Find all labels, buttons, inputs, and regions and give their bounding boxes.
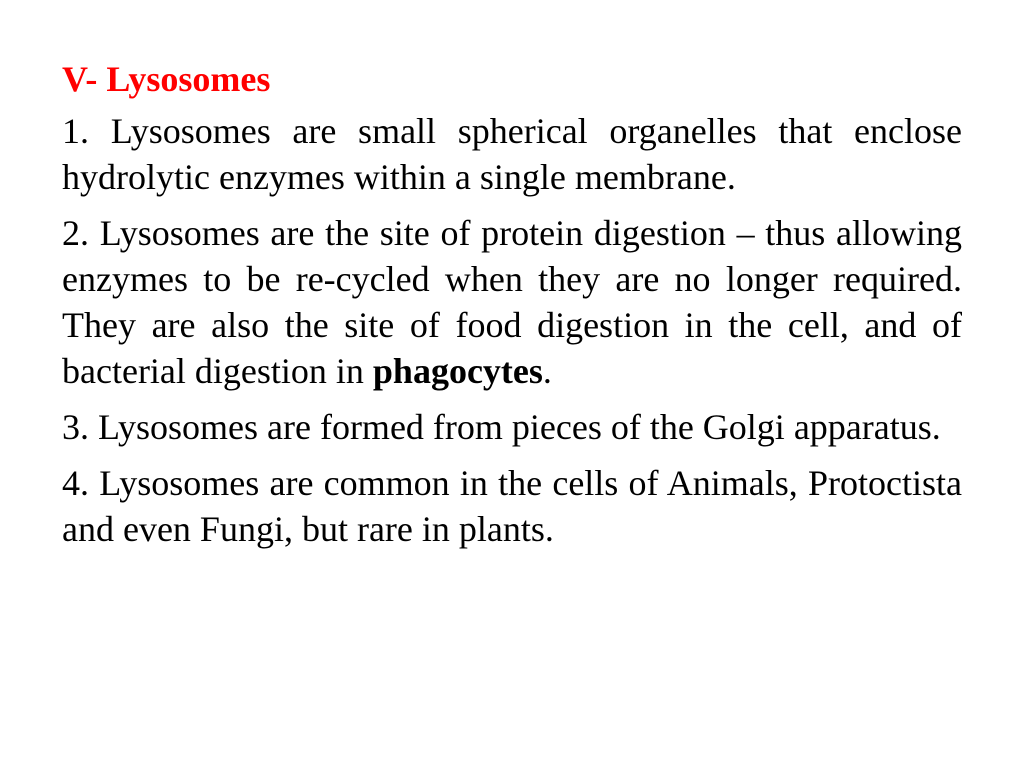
paragraph-2-text: 2. Lysosomes are the site of protein digestion – thus allowing enzymes to be re-cycled when they are no longer required. They are also the site of food digestion in the cell, and of bacterial digestion in	[62, 213, 962, 391]
paragraph-2-end: .	[542, 351, 552, 391]
paragraph-3: 3. Lysosomes are formed from pieces of the Golgi apparatus.	[62, 407, 941, 447]
paragraph-2-bold-term: phagocytes	[372, 351, 543, 391]
slide-content	[62, 56, 962, 562]
paragraph-4: 4. Lysosomes are common in the cells of Animals, Protoctista and even Fungi, but rare in plants.	[62, 463, 962, 549]
slide-heading: V- Lysosomes	[62, 59, 271, 99]
paragraph-2	[62, 210, 962, 394]
paragraph-1: 1. Lysosomes are small spherical organelles that enclose hydrolytic enzymes within a single membrane.	[62, 111, 962, 197]
